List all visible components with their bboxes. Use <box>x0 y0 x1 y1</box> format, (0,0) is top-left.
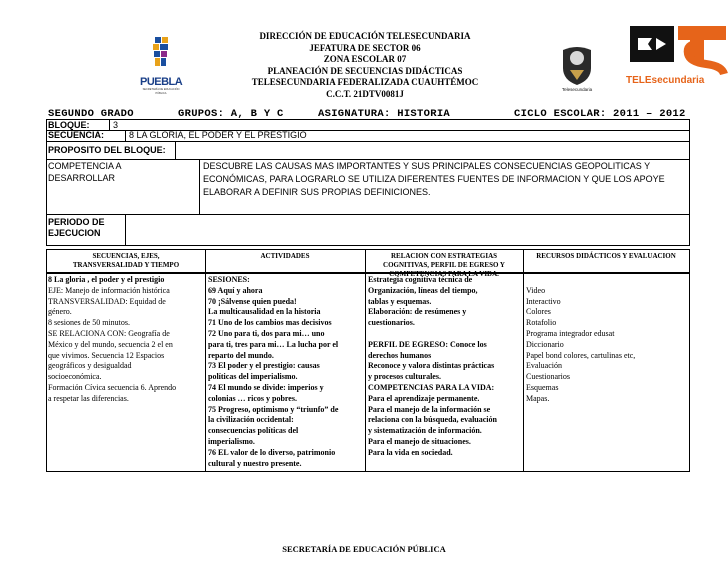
bloque-label: BLOQUE: <box>48 120 90 130</box>
header-line: TELESECUNDARIA FEDERALIZADA CUAUHTÉMOC <box>251 77 479 87</box>
secuencia-label: SECUENCIA: <box>48 130 105 140</box>
info-grid <box>46 119 690 246</box>
header-line: DIRECCIÓN DE EDUCACIÓN TELESECUNDARIA <box>259 31 471 41</box>
header-line: C.C.T. 21DTV0081J <box>326 88 404 99</box>
puebla-logo: PUEBLA SECRETARÍA DE EDUCACIÓN PÚBLICA <box>140 34 182 92</box>
header-block <box>235 31 495 100</box>
header-col1: SECUENCIAS, EJES, TRANSVERSALIDAD Y TIEMPO <box>72 252 180 269</box>
header-line: PLANEACIÓN DE SECUENCIAS DIDÁCTICAS <box>267 65 463 76</box>
col3-content: Estrategia cognitiva técnica de Organización, líneas del tiempo, tablas y esquemas. Elaboración: de resúmenes y cuestionarios. PERFIL DE EGRESO: Conoce los derechos humanos Reconoce y valora distintas prácticas y procesos culturales. COMPETENCIAS PARA LA VIDA: Para el aprendizaje permanente. Para el manejo de la información se relaciona con la búsqueda, evaluación y sistematización de información. Para el manejo de situaciones. Para la vida en sociedad. <box>368 275 497 457</box>
col1-content: 8 La gloria , el poder y el prestigio EJE: Manejo de información histórica TRANSVERSALIDAD: Equidad de género. 8 sesiones de 50 minutos. SE RELACIONA CON: Geografía de México y del mundo, secuencia 2 el en que vivimos. Secuencia 12 Espacios geográficos y desigualdad socioeconómica. Formación Cívica secuencia 6. Aprendo a respetar las diferencias. <box>48 275 177 403</box>
grupos-label: GRUPOS: A, B Y C <box>178 108 284 120</box>
table-body <box>46 274 690 472</box>
header-col4: RECURSOS DIDÁCTICOS Y EVALUACION <box>536 252 676 260</box>
col4-content: Video Interactivo Colores Rotafolio Programa integrador edusat Diccionario Papel bond colores, cartulinas etc, Evaluación Cuestionarios Esquemas Mapas. <box>526 285 636 403</box>
secuencia-value: 8 LA GLORIA, EL PODER Y EL PRESTIGIO <box>129 130 307 140</box>
table-header <box>46 249 690 278</box>
header-col3: RELACION CON ESTRATEGIAS COGNITIVAS, PERFIL DE EGRESO Y COMPETENCIAS PARA LA VIDA. <box>383 252 505 278</box>
grado-label: SEGUNDO GRADO <box>48 108 134 120</box>
header-col2: ACTIVIDADES <box>260 252 310 260</box>
ets-logo: TELEsecundaria <box>626 24 728 100</box>
competencia-text: DESCUBRE LAS CAUSAS MAS IMPORTANTES Y SUS PRINCIPALES CONSECUENCIAS GEOPOLITICAS Y ECONÓMICAS, PARA LOGRARLO SE UTILIZA DIFERENTES FUENTES DE INFORMACION Y QUE LOS APOYE ELABORAR A DEFINIR SUS PROPIAS DEFINICIONES. <box>203 161 665 197</box>
header-line: JEFATURA DE SECTOR 06 <box>309 42 421 53</box>
telesecundaria-badge: Telesecundaria <box>560 44 594 94</box>
puebla-logo-icon <box>140 34 182 74</box>
header-line: ZONA ESCOLAR 07 <box>323 54 407 64</box>
proposito-label: PROPOSITO DEL BLOQUE: <box>48 145 166 155</box>
ciclo-label: CICLO ESCOLAR: 2011 – 2012 <box>514 108 686 120</box>
col2-content: SESIONES: 69 Aquí y ahora 70 ¡Sálvense quien pueda! La multicausalidad en la historia 71 Uno de los cambios mas decisivos 72 Uno para ti, dos para mi… uno para ti, tres para mi… La lucha por el reparto del mundo. 73 El poder y el prestigio: causas políticas del imperialismo. 74 El mundo se divide: imperios y colonias … ricos y pobres. 75 Progreso, optimismo y “triunfo” de la civilización occidental: consecuencias políticas del imperialismo. 76 EL valor de lo diverso, patrimonio cultural y nuestro presente. <box>208 275 339 468</box>
asignatura-label: ASIGNATURA: HISTORIA <box>318 108 451 120</box>
footer-text: SECRETARÍA DE EDUCACIÓN PÚBLICA <box>282 544 446 554</box>
shield-icon <box>560 44 594 86</box>
bloque-value: 3 <box>113 120 119 130</box>
periodo-label: PERIODO DE EJECUCION <box>48 217 105 238</box>
competencia-label: COMPETENCIA A DESARROLLAR <box>48 161 122 183</box>
